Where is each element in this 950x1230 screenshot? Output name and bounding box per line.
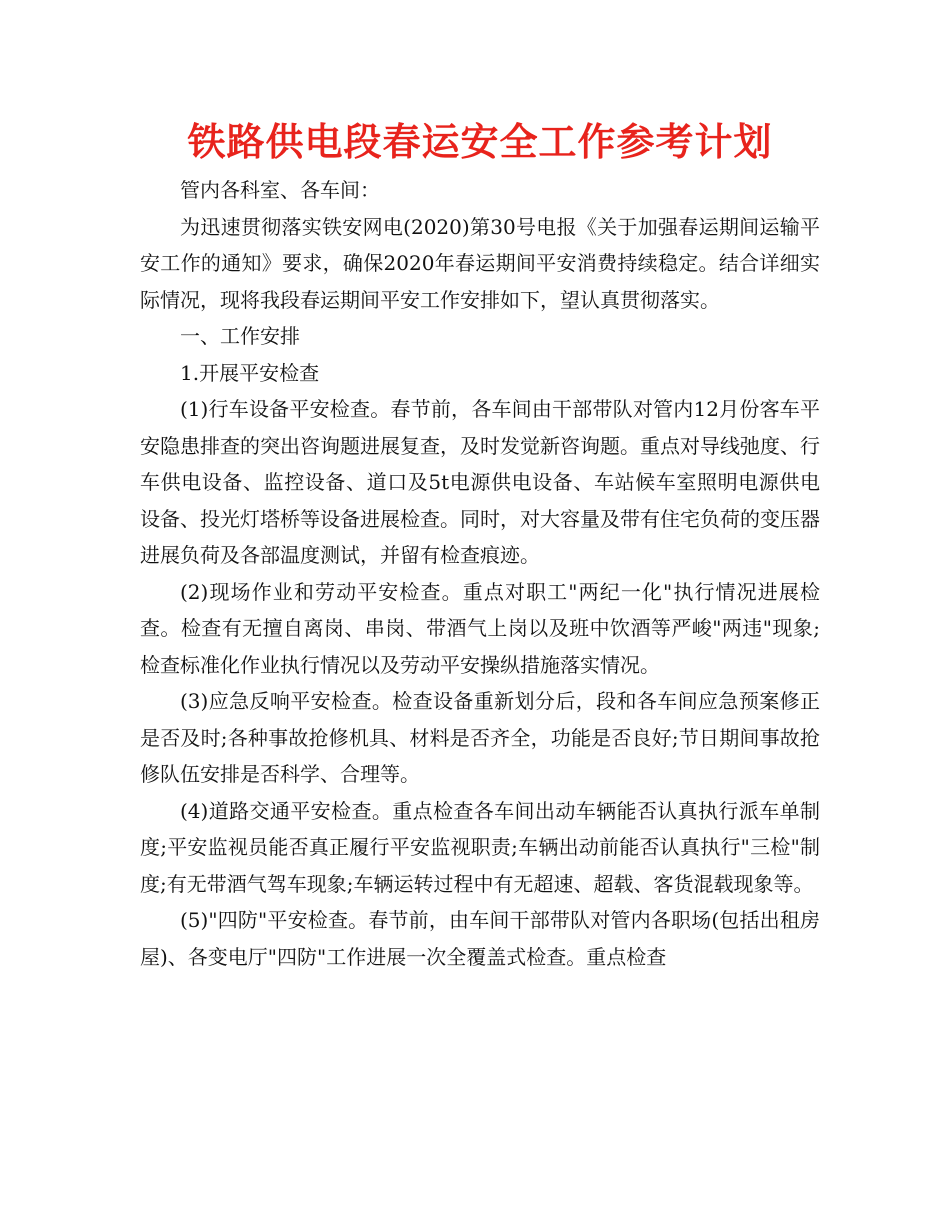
section-heading: 一、工作安排 [180,324,300,348]
item-4-paragraph: (4)道路交通平安检查。重点检查各车间出动车辆能否认真执行派车单制度;平安监视员能否真正履行平安监视职责;车辆出动前能否认真执行"三检"制度;有无带酒气驾车现象;车辆运转过程中有无超速、超载、客货混载现象等。 [140,798,820,896]
subsection-heading: 1.开展平安检查 [180,360,320,385]
document-title: 铁路供电段春运安全工作参考计划 [187,120,773,164]
salutation: 管内各科室、各车间： [180,178,380,202]
item-1-paragraph: (1)行车设备平安检查。春节前，各车间由干部带队对管内12月份客车平安隐患排查的突出咨询题进展复查，及时发觉新咨询题。重点对导线弛度、行车供电设备、监控设备、道口及5t电源供电设备、车站候车室照明电源供电设备、投光灯塔桥等设备进展检查。同时，对大容量及带有住宅负荷的变压器进展负荷及各部温度测试，并留有检查痕迹。 [140,397,820,567]
item-5-paragraph: (5)"四防"平安检查。春节前，由车间干部带队对管内各职场(包括出租房屋)、各变电厅"四防"工作进展一次全覆盖式检查。重点检查 [140,908,820,969]
intro-paragraph: 为迅速贯彻落实铁安网电(2020)第30号电报《关于加强春运期间运输平安工作的通知》要求，确保2020年春运期间平安消费持续稳定。结合详细实际情况，现将我段春运期间平安工作安排如下，望认真贯彻落实。 [140,214,820,312]
item-2-paragraph: (2)现场作业和劳动平安检查。重点对职工"两纪一化"执行情况进展检查。检查有无擅自离岗、串岗、带酒气上岗以及班中饮酒等严峻"两违"现象;检查标准化作业执行情况以及劳动平安操纵措施落实情况。 [140,579,820,677]
item-3-paragraph: (3)应急反响平安检查。检查设备重新划分后，段和各车间应急预案修正是否及时;各种事故抢修机具、材料是否齐全，功能是否良好;节日期间事故抢修队伍安排是否科学、合理等。 [140,689,820,786]
